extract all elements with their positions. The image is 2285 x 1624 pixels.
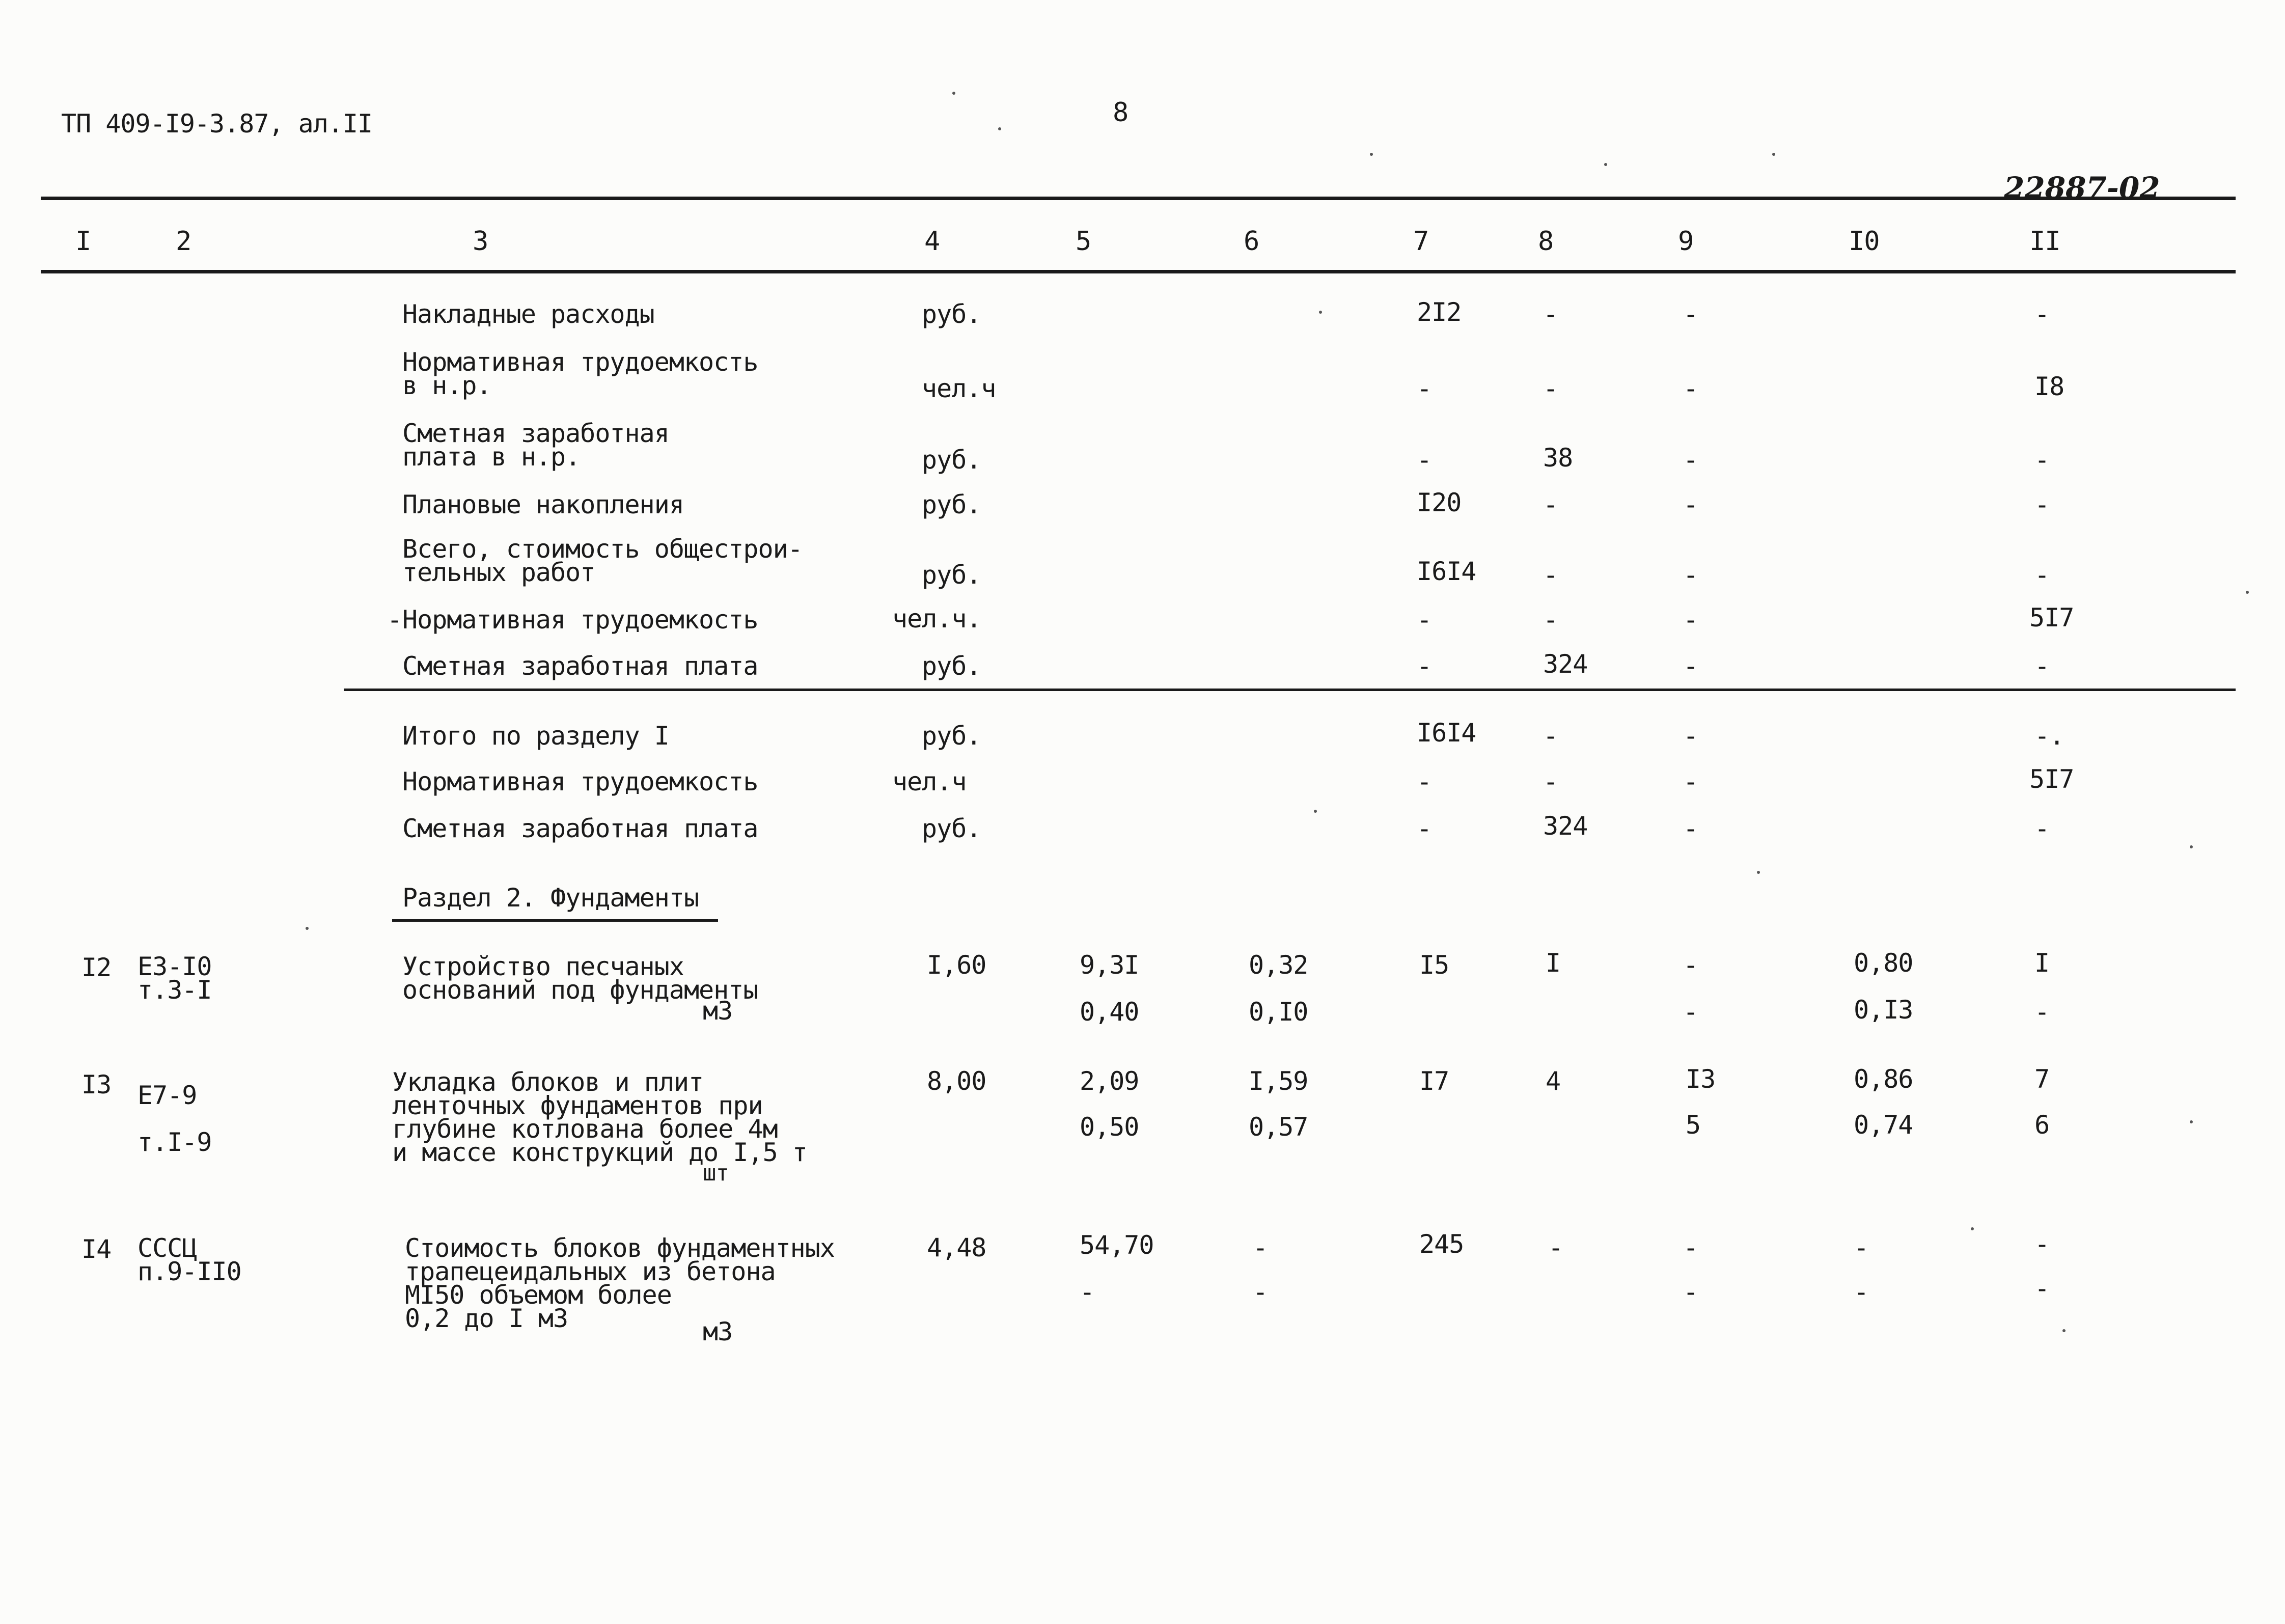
column-header-3: 3 [473, 226, 488, 257]
labor-total-label-dash: - [387, 605, 402, 635]
section-total-col7: I6I4 [1417, 718, 1476, 748]
column-header-4: 4 [924, 226, 940, 257]
item14-col9: - [1683, 1233, 1698, 1262]
labor-total-col7: - [1417, 605, 1432, 635]
labor-nr-label: Нормативная трудоемкость в н.р. [402, 347, 758, 400]
wage-nr-unit: руб. [922, 445, 981, 475]
planned-unit: руб. [922, 490, 981, 519]
section-labor-col9: - [1683, 767, 1698, 796]
planned-col9: - [1683, 490, 1698, 519]
total-cost-col8: - [1543, 560, 1558, 590]
item13-description: Укладка блоков и плит ленточных фундаментов при глубине котлована более 4м и массе конструкций до I,5 т [392, 1067, 807, 1167]
item14-col5-second: - [1080, 1277, 1095, 1307]
item13-col7: I7 [1419, 1066, 1449, 1096]
scan-speck [2062, 1329, 2066, 1332]
overhead-unit: руб. [922, 299, 981, 329]
scan-speck [1971, 1227, 1974, 1230]
item13-col5-second: 0,50 [1080, 1112, 1139, 1142]
labor-total-col8: - [1543, 605, 1558, 635]
column-header-8: 8 [1538, 226, 1554, 257]
section2-title: Раздел 2. Фундаменты [402, 883, 699, 913]
column-header-6: 6 [1244, 226, 1259, 257]
planned-label: Плановые накопления [402, 490, 684, 519]
item12-col10-second: 0,I3 [1854, 995, 1913, 1025]
section-labor-col11: 5I7 [2029, 764, 2074, 794]
item13-col9: I3 [1686, 1064, 1716, 1094]
item12-col4: I,60 [927, 950, 986, 980]
item14-col9-second: - [1683, 1277, 1698, 1307]
item12-unit: м3 [703, 996, 733, 1026]
document-code: ТП 409-I9-3.87, ал.II [61, 109, 373, 139]
labor-total-col9: - [1683, 605, 1698, 635]
item12-col6-second: 0,I0 [1249, 997, 1308, 1027]
item13-number: I3 [81, 1070, 112, 1099]
total-cost-label: Всего, стоимость общестрои- тельных работ [402, 534, 803, 587]
scan-speck [998, 127, 1001, 130]
item13-col9-second: 5 [1686, 1110, 1701, 1140]
wage-nr-col9: - [1683, 445, 1698, 475]
column-header-5: 5 [1076, 226, 1091, 257]
scan-speck [2190, 1120, 2193, 1123]
item13-col11: 7 [2034, 1064, 2050, 1094]
item13-code: E7-9 т.I-9 [137, 1081, 212, 1157]
overhead-col7: 2I2 [1417, 297, 1462, 327]
item14-col4: 4,48 [927, 1233, 986, 1262]
section-total-col9: - [1683, 721, 1698, 751]
item12-col11-second: - [2034, 997, 2050, 1027]
wage-total-col7: - [1417, 651, 1432, 681]
total-cost-col7: I6I4 [1417, 557, 1476, 586]
item14-col10-second: - [1854, 1277, 1869, 1307]
scan-speck [2190, 845, 2193, 848]
planned-col11: - [2034, 490, 2050, 519]
section-labor-col8: - [1543, 767, 1558, 796]
item13-col10-second: 0,74 [1854, 1110, 1913, 1140]
labor-nr-col11: I8 [2034, 372, 2064, 401]
overhead-col9: - [1683, 299, 1698, 329]
item12-col10: 0,80 [1854, 948, 1913, 978]
item12-description: Устройство песчаных оснований под фундаменты [402, 952, 758, 1005]
labor-total-label: Нормативная трудоемкость [402, 605, 758, 635]
header-bottom-rule [41, 270, 2236, 273]
item13-unit: шт [703, 1160, 729, 1186]
labor-total-col11: 5I7 [2029, 603, 2074, 632]
section-total-unit: руб. [922, 721, 981, 751]
section-wage-unit: руб. [922, 814, 981, 843]
scan-speck [1319, 311, 1322, 314]
item14-code: СССЦ п.9-II0 [137, 1233, 241, 1286]
labor-nr-col7: - [1417, 374, 1432, 403]
scan-speck [1314, 810, 1317, 813]
inventory-number: 22887-02 [2004, 171, 2160, 205]
scan-speck [2246, 591, 2249, 594]
scan-speck [952, 92, 955, 95]
item14-col7: 245 [1419, 1229, 1464, 1259]
item12-col11: I [2034, 948, 2050, 978]
item12-code: E3-I0 т.3-I [137, 952, 212, 1005]
item12-col9-second: - [1683, 997, 1698, 1027]
item12-col5: 9,3I [1080, 950, 1139, 980]
planned-col8: - [1543, 490, 1558, 519]
item14-col11-second: - [2034, 1274, 2050, 1303]
wage-total-unit: руб. [922, 651, 981, 681]
overhead-col11: - [2034, 299, 2050, 329]
labor-nr-unit: чел.ч [922, 374, 996, 403]
section-wage-col8: 324 [1543, 811, 1588, 841]
item13-col10: 0,86 [1854, 1064, 1913, 1094]
scan-speck [1604, 163, 1607, 166]
wage-total-col8: 324 [1543, 649, 1588, 679]
overhead-label: Накладные расходы [402, 299, 654, 329]
section-labor-unit: чел.ч [892, 767, 967, 796]
item12-col9: - [1683, 950, 1698, 980]
item12-col5-second: 0,40 [1080, 997, 1139, 1027]
item14-col11: - [2034, 1229, 2050, 1259]
item14-description: Стоимость блоков фундаментных трапецеидальных из бетона МI50 объемом более 0,2 до I м3 [405, 1233, 835, 1333]
item14-col5: 54,70 [1080, 1230, 1154, 1260]
total-cost-col9: - [1683, 560, 1698, 590]
item14-col6-second: - [1253, 1277, 1268, 1307]
wage-nr-col7: - [1417, 445, 1432, 475]
section-wage-col11: - [2034, 814, 2050, 843]
section-total-label: Итого по разделу I [402, 721, 669, 751]
item13-col8: 4 [1546, 1066, 1561, 1096]
item14-col10: - [1854, 1233, 1869, 1262]
item12-col7: I5 [1419, 950, 1449, 980]
scan-speck [306, 927, 309, 930]
scan-speck [1370, 153, 1373, 156]
scan-speck [1757, 871, 1760, 874]
section-total-col8: - [1543, 721, 1558, 751]
section-wage-col9: - [1683, 814, 1698, 843]
wage-total-col11: - [2034, 651, 2050, 681]
column-header-1: I [75, 226, 91, 257]
section-labor-label: Нормативная трудоемкость [402, 767, 758, 796]
page-number: 8 [1113, 97, 1128, 128]
column-header-9: 9 [1678, 226, 1694, 257]
column-header-11: II [2029, 226, 2060, 257]
item13-col6-second: 0,57 [1249, 1112, 1308, 1142]
column-header-7: 7 [1413, 226, 1429, 257]
header-top-rule [41, 197, 2236, 200]
section-total-col11: -. [2034, 721, 2064, 751]
overhead-col8: - [1543, 299, 1558, 329]
section2-title-underline [392, 919, 718, 922]
wage-total-col9: - [1683, 651, 1698, 681]
item12-col6: 0,32 [1249, 950, 1308, 980]
item14-number: I4 [81, 1234, 112, 1264]
labor-total-unit: чел.ч. [892, 604, 981, 634]
labor-nr-col8: - [1543, 374, 1558, 403]
item13-col4: 8,00 [927, 1066, 986, 1096]
section-wage-label: Сметная заработная плата [402, 814, 758, 843]
labor-nr-col9: - [1683, 374, 1698, 403]
item13-col5: 2,09 [1080, 1066, 1139, 1096]
wage-nr-col11: - [2034, 445, 2050, 475]
scan-speck [1772, 153, 1775, 156]
section-wage-col7: - [1417, 814, 1432, 843]
item14-col8: - [1548, 1233, 1563, 1262]
column-header-2: 2 [176, 226, 191, 257]
total-cost-col11: - [2034, 560, 2050, 590]
item13-col11-second: 6 [2034, 1110, 2050, 1140]
planned-col7: I20 [1417, 488, 1462, 517]
wage-nr-col8: 38 [1543, 443, 1573, 473]
item12-col8: I [1546, 948, 1561, 978]
column-header-10: I0 [1849, 226, 1880, 257]
section-divider [344, 689, 2236, 691]
section-labor-col7: - [1417, 767, 1432, 796]
item14-unit: м3 [703, 1317, 733, 1346]
item14-col6: - [1253, 1233, 1268, 1262]
wage-total-label: Сметная заработная плата [402, 651, 758, 681]
item13-col6: I,59 [1249, 1066, 1308, 1096]
total-cost-unit: руб. [922, 560, 981, 590]
item12-number: I2 [81, 953, 112, 982]
wage-nr-label: Сметная заработная плата в н.р. [402, 419, 669, 472]
